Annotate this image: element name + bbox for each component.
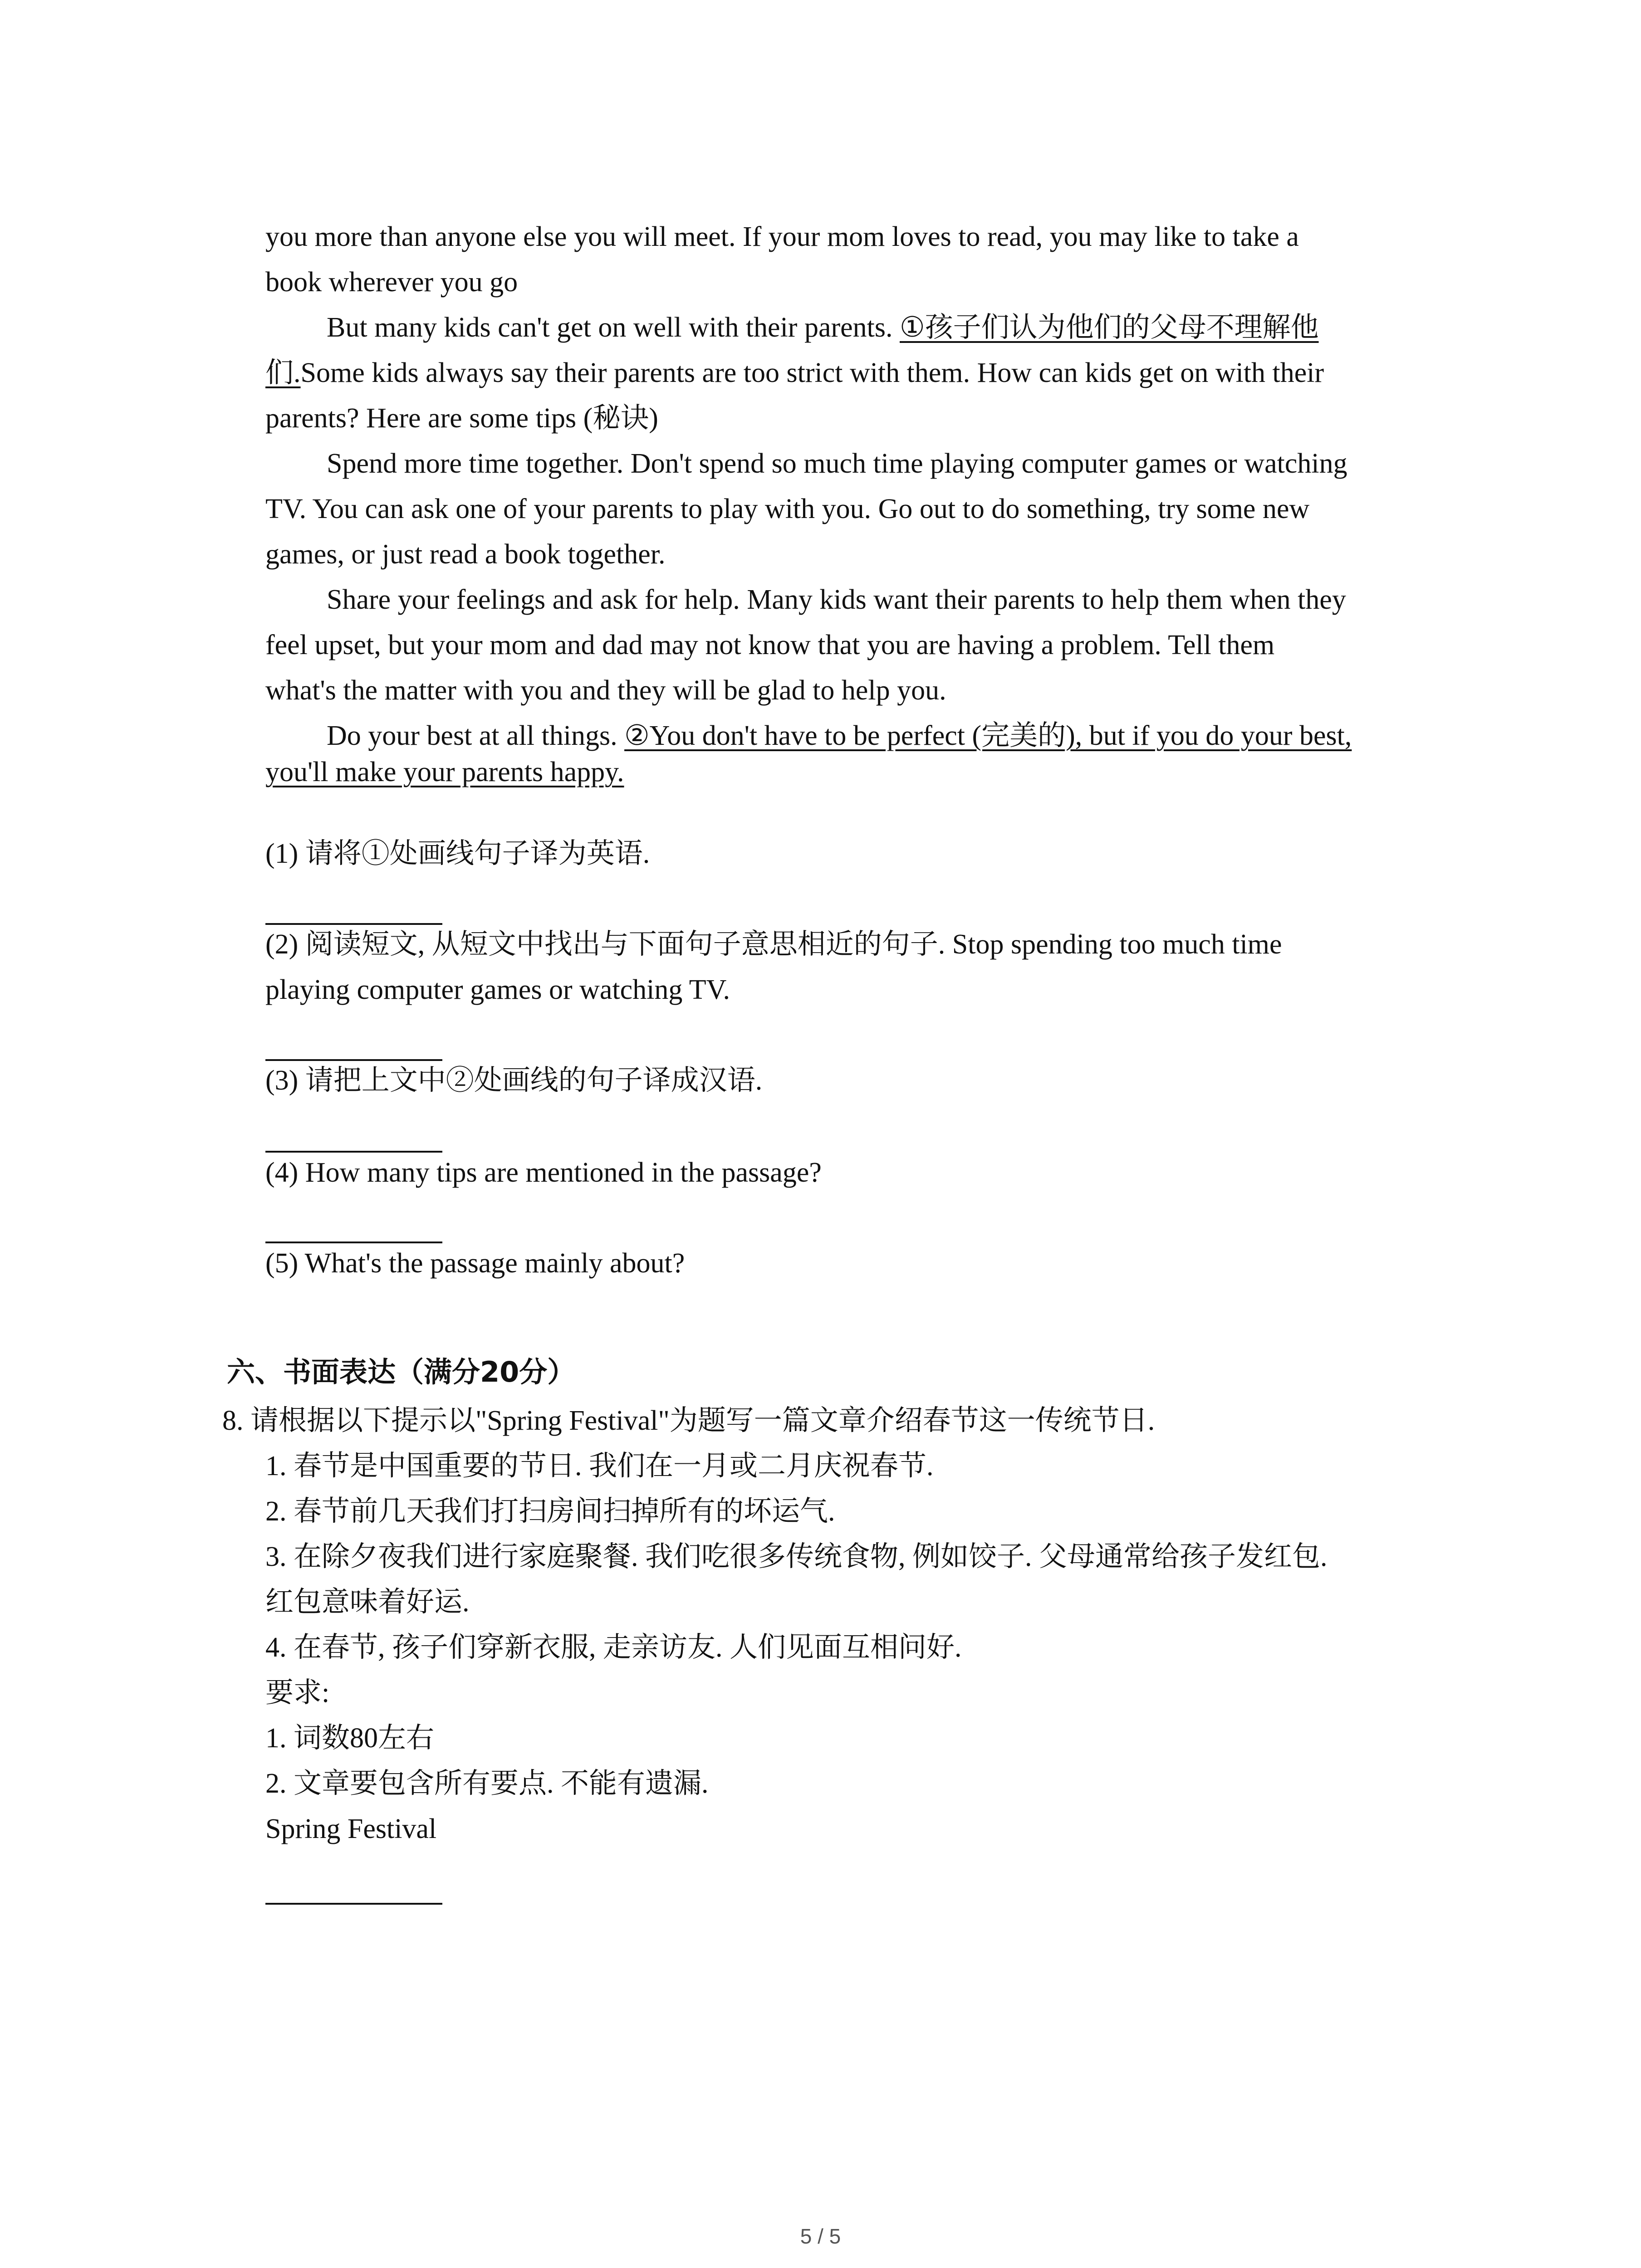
underlined-sentence-2: ②You don't have to be perfect (完美的), but if you do your best, <box>624 720 1352 751</box>
requirement-2: 2. 文章要包含所有要点. 不能有遗漏. <box>265 1768 709 1799</box>
answer-blank-1[interactable] <box>265 923 442 925</box>
passage-line: book wherever you go <box>265 267 518 298</box>
question-4: (4) How many tips are mentioned in the passage? <box>265 1157 822 1188</box>
essay-title: Spring Festival <box>265 1813 437 1844</box>
passage-line <box>327 309 1319 346</box>
requirements-label: 要求: <box>265 1677 330 1708</box>
question-3: (3) 请把上文中②处画线的句子译成汉语. <box>265 1065 763 1096</box>
passage-line: you more than anyone else you will meet. If your mom loves to read, you may like to take a <box>265 221 1299 252</box>
answer-blank-3[interactable] <box>265 1151 442 1153</box>
passage-line: Spend more time together. Don't spend so much time playing computer games or watching <box>327 448 1347 479</box>
passage-line: parents? Here are some tips (秘诀) <box>265 403 658 434</box>
passage-line: feel upset, but your mom and dad may not know that you are having a problem. Tell them <box>265 630 1275 660</box>
passage-line <box>327 718 1352 754</box>
answer-blank-4[interactable] <box>265 1242 442 1243</box>
requirement-1: 1. 词数80左右 <box>265 1723 435 1754</box>
passage-line: what's the matter with you and they will be glad to help you. <box>265 675 946 706</box>
hint-3: 3. 在除夕夜我们进行家庭聚餐. 我们吃很多传统食物, 例如饺子. 父母通常给孩子发红包. <box>265 1541 1327 1572</box>
hint-3-line-2: 红包意味着好运. <box>265 1587 470 1618</box>
section-heading: 六、书面表达（满分20分） <box>227 1355 576 1388</box>
passage-line <box>265 754 624 790</box>
underlined-sentence-2-end: you'll make your parents happy. <box>265 757 624 787</box>
passage-line: Share your feelings and ask for help. Many kids want their parents to help them when they <box>327 584 1346 615</box>
underlined-sentence-1: ①孩子们认为他们的父母不理解他 <box>899 312 1319 343</box>
passage-line: games, or just read a book together. <box>265 539 666 570</box>
hint-1: 1. 春节是中国重要的节日. 我们在一月或二月庆祝春节. <box>265 1451 934 1481</box>
passage-text: Do your best at all things. <box>327 720 625 751</box>
page-number: 5 / 5 <box>800 2224 841 2248</box>
passage-text: Some kids always say their parents are too strict with them. How can kids get on with their <box>300 357 1324 388</box>
question-8: 8. 请根据以下提示以"Spring Festival"为题写一篇文章介绍春节这一传统节日. <box>222 1405 1155 1436</box>
hint-4: 4. 在春节, 孩子们穿新衣服, 走亲访友. 人们见面互相问好. <box>265 1632 962 1663</box>
question-1: (1) 请将①处画线句子译为英语. <box>265 838 650 869</box>
passage-text: But many kids can't get on well with their parents. <box>327 312 900 343</box>
underlined-sentence-1-end: 们. <box>265 357 301 388</box>
question-2-line-2: playing computer games or watching TV. <box>265 974 730 1005</box>
question-2: (2) 阅读短文, 从短文中找出与下面句子意思相近的句子. Stop spending too much time <box>265 929 1282 960</box>
passage-line: TV. You can ask one of your parents to play with you. Go out to do something, try some new <box>265 494 1310 524</box>
question-5: (5) What's the passage mainly about? <box>265 1248 685 1279</box>
answer-blank-2[interactable] <box>265 1059 442 1061</box>
passage-line <box>265 355 1324 391</box>
hint-2: 2. 春节前几天我们打扫房间扫掉所有的坏运气. <box>265 1496 835 1527</box>
essay-answer-blank[interactable] <box>265 1903 442 1905</box>
